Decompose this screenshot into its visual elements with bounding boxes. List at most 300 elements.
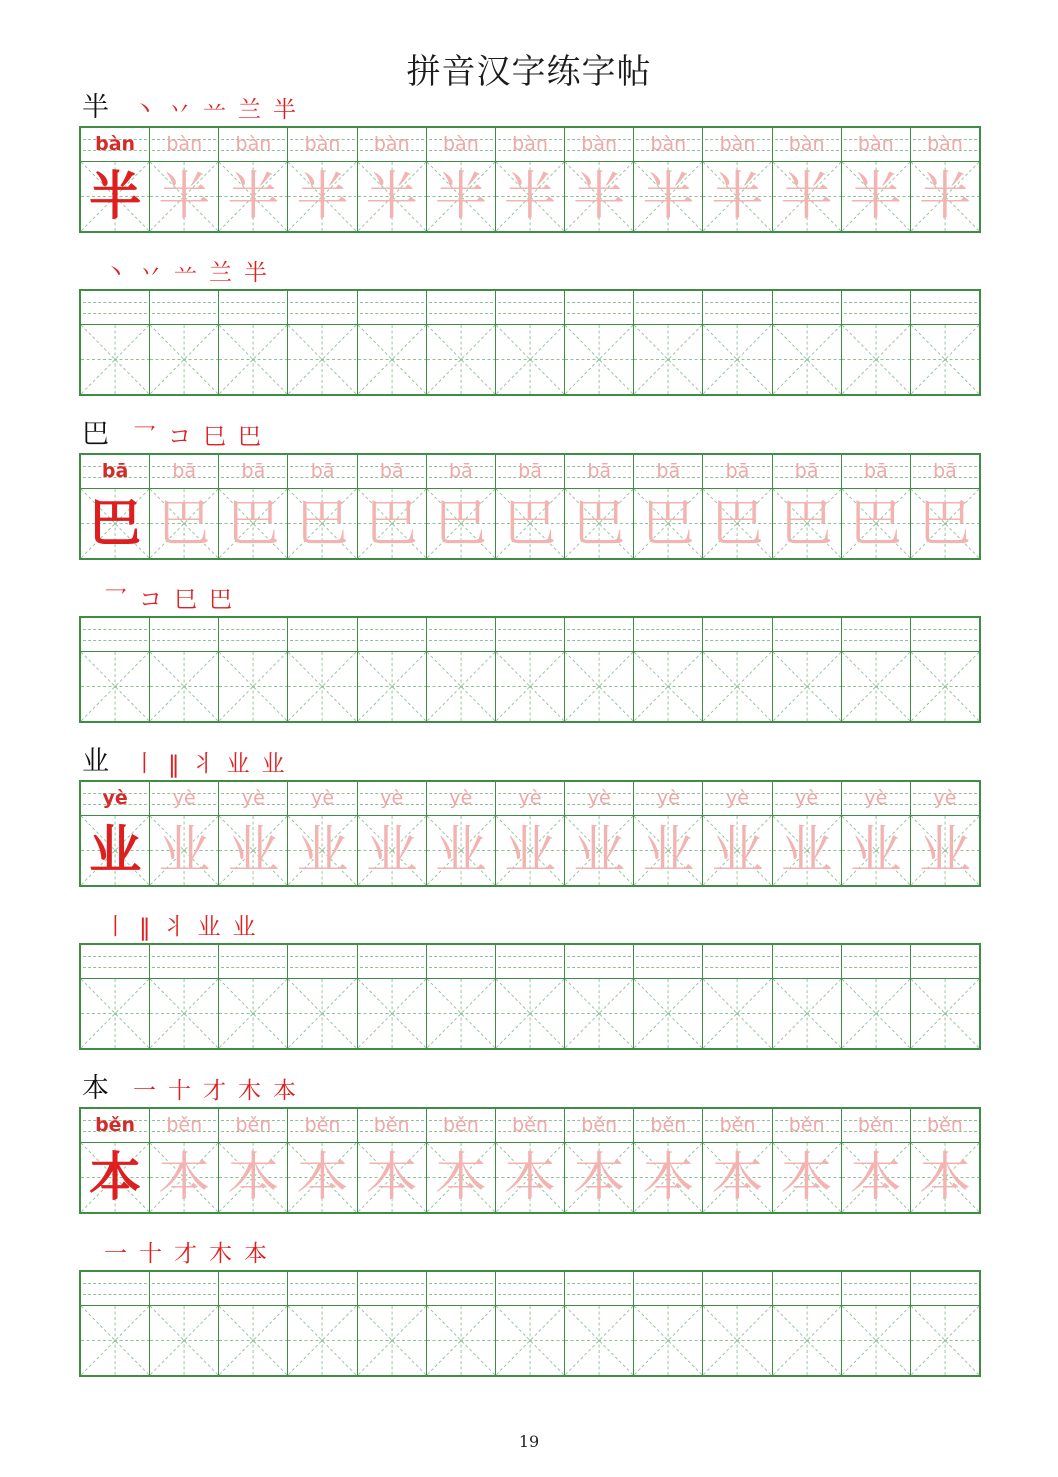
trace-cell[interactable] [426, 1109, 495, 1212]
writing-cell[interactable] [841, 1272, 910, 1375]
trace-cell[interactable] [357, 1109, 426, 1212]
pinyin-guide-line [705, 313, 769, 314]
trace-cell[interactable] [149, 128, 218, 231]
character-zone [150, 489, 218, 558]
writing-cell[interactable] [426, 1272, 495, 1375]
mizi-grid-guides [565, 325, 633, 394]
trace-cell[interactable] [910, 782, 979, 885]
mizi-grid-guides [842, 979, 910, 1048]
stroke-step [139, 581, 162, 614]
trace-cell[interactable] [149, 782, 218, 885]
stroke-step-glyph: 半 [244, 260, 267, 286]
trace-cell[interactable] [495, 455, 564, 558]
trace-cell[interactable] [702, 782, 771, 885]
trace-cell[interactable] [772, 782, 841, 885]
trace-cell[interactable] [772, 128, 841, 231]
stroke-step-glyph: 才 [203, 1078, 226, 1104]
trace-cell[interactable] [772, 455, 841, 558]
writing-cell[interactable] [81, 945, 149, 1048]
pinyin-zone [427, 128, 495, 162]
pinyin-zone [288, 128, 356, 162]
mizi-grid-guides [634, 1306, 702, 1375]
mizi-grid-guides [81, 325, 149, 394]
pinyin-zone [634, 618, 702, 652]
character-zone [81, 489, 149, 558]
trace-character: 半 [434, 166, 487, 227]
character-zone [911, 489, 979, 558]
pinyin-zone [358, 782, 426, 816]
pinyin-guide-line [152, 313, 216, 314]
pinyin-zone [427, 618, 495, 652]
trace-character: 巴 [158, 493, 211, 554]
writing-cell[interactable] [81, 291, 149, 394]
character-zone [219, 325, 287, 394]
mizi-grid-guides [358, 652, 426, 721]
writing-cell[interactable] [841, 618, 910, 721]
practice-stroke-order-line [104, 905, 268, 941]
character-zone [565, 979, 633, 1048]
pinyin-zone [358, 945, 426, 979]
trace-cell[interactable] [287, 128, 356, 231]
pinyin-guide-line [83, 967, 147, 968]
pinyin-trace: yè [380, 787, 404, 809]
trace-character: 巴 [573, 493, 626, 554]
pinyin-zone [911, 618, 979, 652]
character-zone [427, 325, 495, 394]
pinyin-trace: bā [863, 460, 888, 482]
stroke-step-glyph: 本 [273, 1078, 296, 1104]
stroke-step [139, 1235, 162, 1268]
writing-cell[interactable] [287, 945, 356, 1048]
trace-cell[interactable] [426, 782, 495, 885]
writing-cell[interactable] [149, 618, 218, 721]
pinyin-zone [288, 782, 356, 816]
pinyin-zone [842, 291, 910, 325]
mizi-grid-guides [150, 652, 218, 721]
pinyin-guide-line [83, 1283, 147, 1284]
stroke-step-glyph: 一 [133, 1078, 156, 1104]
writing-cell[interactable] [218, 945, 287, 1048]
writing-cell[interactable] [564, 945, 633, 1048]
character-zone [427, 652, 495, 721]
character-zone [219, 1306, 287, 1375]
pinyin-guide-line [844, 1283, 908, 1284]
page-title: 拼音汉字练字帖 [406, 52, 652, 92]
stroke-step [209, 581, 232, 614]
pinyin-guide-line [290, 629, 354, 630]
pinyin-zone [150, 128, 218, 162]
mizi-grid-guides [81, 979, 149, 1048]
writing-cell[interactable] [287, 1272, 356, 1375]
stroke-order-line [82, 415, 273, 451]
writing-cell[interactable] [702, 945, 771, 1048]
writing-cell[interactable] [564, 618, 633, 721]
pinyin-guide-line [567, 629, 631, 630]
character-zone [565, 162, 633, 231]
character-zone [150, 979, 218, 1048]
writing-cell[interactable] [564, 1272, 633, 1375]
trace-cell[interactable] [841, 455, 910, 558]
writing-cell[interactable] [841, 945, 910, 1048]
trace-cell[interactable] [564, 455, 633, 558]
writing-cell[interactable] [633, 618, 702, 721]
mizi-grid-guides [842, 1306, 910, 1375]
character-zone [703, 1143, 771, 1212]
stroke-order-line [82, 742, 297, 778]
pinyin-guide-line [567, 1283, 631, 1284]
model-character: 业 [89, 820, 142, 881]
writing-cell[interactable] [149, 945, 218, 1048]
pinyin-trace: běn [235, 1114, 272, 1136]
mizi-grid-guides [703, 979, 771, 1048]
trace-cell[interactable] [633, 128, 702, 231]
writing-cell[interactable] [81, 1272, 149, 1375]
stroke-step-glyph: 䒑 [203, 97, 226, 123]
trace-character: 业 [296, 820, 349, 881]
practice-stroke-order-line [104, 1232, 279, 1268]
trace-cell[interactable] [564, 1109, 633, 1212]
trace-cell[interactable] [910, 455, 979, 558]
pinyin-zone [358, 1109, 426, 1143]
pinyin-guide-line [636, 956, 700, 957]
character-zone [219, 816, 287, 885]
page-number: 19 [518, 1432, 540, 1451]
trace-cell[interactable] [357, 128, 426, 231]
stroke-step [244, 1235, 267, 1268]
trace-character: 业 [504, 820, 557, 881]
stroke-step [244, 254, 267, 287]
writing-cell[interactable] [357, 291, 426, 394]
stroke-step [238, 1072, 261, 1105]
pinyin-zone [911, 128, 979, 162]
character-zone [634, 816, 702, 885]
pinyin-guide-line [498, 1294, 562, 1295]
stroke-step-glyph: 乛 [104, 587, 127, 613]
writing-cell[interactable] [495, 291, 564, 394]
stroke-step [238, 91, 261, 124]
writing-cell[interactable] [910, 618, 979, 721]
pinyin-zone [703, 945, 771, 979]
writing-cell[interactable] [81, 618, 149, 721]
trace-cell[interactable] [633, 782, 702, 885]
stroke-step-glyph: 业 [261, 751, 285, 777]
model-grid [79, 780, 981, 887]
pinyin-zone [634, 455, 702, 489]
pinyin-guide-line [429, 1294, 493, 1295]
trace-cell[interactable] [772, 1109, 841, 1212]
character-zone [81, 816, 149, 885]
mizi-grid-guides [634, 652, 702, 721]
trace-cell[interactable] [564, 782, 633, 885]
pinyin-zone [496, 618, 564, 652]
trace-character: 巴 [365, 493, 418, 554]
pinyin-zone [634, 782, 702, 816]
pinyin-zone [81, 945, 149, 979]
pinyin-guide-line [429, 1283, 493, 1284]
stroke-step [139, 254, 162, 287]
stroke-step-glyph: ‖ [139, 915, 151, 941]
writing-cell[interactable] [218, 291, 287, 394]
writing-cell[interactable] [218, 618, 287, 721]
pinyin-guide-line [498, 313, 562, 314]
writing-cell[interactable] [426, 945, 495, 1048]
pinyin-zone [427, 1109, 495, 1143]
character-zone [427, 1143, 495, 1212]
pinyin-guide-line [775, 956, 839, 957]
writing-cell[interactable] [426, 618, 495, 721]
trace-cell[interactable] [841, 1109, 910, 1212]
stroke-step [233, 908, 256, 941]
writing-cell[interactable] [495, 945, 564, 1048]
writing-cell[interactable] [772, 945, 841, 1048]
pinyin-zone [150, 945, 218, 979]
trace-cell[interactable] [633, 1109, 702, 1212]
pinyin-trace: běn [719, 1114, 756, 1136]
trace-character: 本 [296, 1147, 349, 1208]
character-zone [565, 652, 633, 721]
pinyin-zone [427, 782, 495, 816]
writing-cell[interactable] [910, 1272, 979, 1375]
trace-cell[interactable] [357, 455, 426, 558]
writing-cell[interactable] [426, 291, 495, 394]
stroke-step-glyph: ‖ [168, 752, 180, 778]
character-zone [773, 489, 841, 558]
pinyin-model: bā [101, 460, 129, 482]
pinyin-trace: bā [379, 460, 404, 482]
trace-character: 业 [227, 820, 280, 881]
trace-cell[interactable] [495, 782, 564, 885]
writing-cell[interactable] [287, 291, 356, 394]
pinyin-zone [773, 455, 841, 489]
pinyin-zone [496, 291, 564, 325]
stroke-step-glyph: 巴 [238, 424, 261, 450]
writing-cell[interactable] [772, 618, 841, 721]
trace-cell[interactable] [910, 128, 979, 231]
stroke-step-glyph: 丶 [104, 260, 127, 286]
pinyin-trace: bàn [373, 133, 410, 155]
pinyin-trace: běn [166, 1114, 203, 1136]
pinyin-zone [288, 1109, 356, 1143]
pinyin-zone [703, 618, 771, 652]
character-zone [703, 162, 771, 231]
trace-character: 半 [296, 166, 349, 227]
character-zone [219, 1143, 287, 1212]
pinyin-guide-line [221, 1283, 285, 1284]
trace-cell[interactable] [910, 1109, 979, 1212]
pinyin-guide-line [775, 1294, 839, 1295]
pinyin-zone [496, 1272, 564, 1306]
trace-cell[interactable] [495, 128, 564, 231]
pinyin-guide-line [498, 302, 562, 303]
pinyin-zone [358, 455, 426, 489]
mizi-grid-guides [427, 979, 495, 1048]
writing-cell[interactable] [841, 291, 910, 394]
stroke-step [133, 1072, 156, 1105]
stroke-step-glyph: 十 [168, 1078, 191, 1104]
trace-character: 业 [158, 820, 211, 881]
character-zone [703, 979, 771, 1048]
stroke-step [238, 418, 261, 451]
writing-cell[interactable] [218, 1272, 287, 1375]
pinyin-guide-line [152, 629, 216, 630]
mizi-grid-guides [703, 325, 771, 394]
character-zone [219, 162, 287, 231]
pinyin-zone [358, 1272, 426, 1306]
pinyin-guide-line [152, 956, 216, 957]
trace-cell[interactable] [495, 1109, 564, 1212]
mizi-grid-guides [219, 325, 287, 394]
trace-cell[interactable] [149, 1109, 218, 1212]
character-zone [150, 652, 218, 721]
stroke-step [168, 1072, 191, 1105]
writing-cell[interactable] [357, 945, 426, 1048]
pinyin-guide-line [913, 640, 977, 641]
character-zone [150, 325, 218, 394]
writing-cell[interactable] [702, 291, 771, 394]
writing-cell[interactable] [495, 1272, 564, 1375]
trace-cell[interactable] [218, 1109, 287, 1212]
pinyin-trace: bàn [581, 133, 618, 155]
trace-character: 巴 [780, 493, 833, 554]
pinyin-guide-line [636, 302, 700, 303]
character-zone [81, 325, 149, 394]
writing-cell[interactable] [287, 618, 356, 721]
trace-character: 业 [573, 820, 626, 881]
trace-cell[interactable] [702, 1109, 771, 1212]
writing-cell[interactable] [633, 291, 702, 394]
pinyin-guide-line [913, 956, 977, 957]
character-zone [288, 979, 356, 1048]
stroke-step-glyph: 丷 [139, 260, 162, 286]
pinyin-zone [496, 782, 564, 816]
pinyin-trace: bàn [927, 133, 963, 155]
pinyin-zone [773, 291, 841, 325]
pinyin-trace: běn [512, 1114, 548, 1136]
trace-character: 本 [158, 1147, 211, 1208]
writing-cell[interactable] [910, 291, 979, 394]
pinyin-trace: yè [172, 787, 196, 809]
writing-cell[interactable] [702, 1272, 771, 1375]
pinyin-model: běn [95, 1114, 136, 1136]
stroke-step-glyph: 木 [209, 1241, 232, 1267]
pinyin-zone [496, 455, 564, 489]
trace-cell[interactable] [287, 455, 356, 558]
pinyin-guide-line [844, 640, 908, 641]
writing-cell[interactable] [910, 945, 979, 1048]
pinyin-trace: bàn [235, 133, 272, 155]
practice-grid [79, 1270, 981, 1377]
trace-character: 巴 [227, 493, 280, 554]
trace-character: 巴 [711, 493, 764, 554]
trace-cell[interactable] [702, 455, 771, 558]
pinyin-trace: bàn [650, 133, 687, 155]
pinyin-guide-line [498, 967, 562, 968]
writing-cell[interactable] [564, 291, 633, 394]
trace-cell[interactable] [287, 1109, 356, 1212]
character-zone [496, 816, 564, 885]
trace-cell[interactable] [287, 782, 356, 885]
writing-cell[interactable] [495, 618, 564, 721]
pinyin-trace: bā [241, 460, 266, 482]
stroke-step [209, 254, 232, 287]
trace-cell[interactable] [633, 455, 702, 558]
pinyin-trace: bā [449, 460, 473, 482]
character-zone [288, 1306, 356, 1375]
writing-cell[interactable] [149, 291, 218, 394]
mizi-grid-guides [288, 1306, 356, 1375]
trace-character: 业 [918, 820, 971, 881]
character-zone [288, 162, 356, 231]
trace-cell[interactable] [426, 128, 495, 231]
trace-cell[interactable] [357, 782, 426, 885]
stroke-step [168, 752, 180, 778]
trace-cell[interactable] [702, 128, 771, 231]
pinyin-zone [911, 1272, 979, 1306]
mizi-grid-guides [219, 652, 287, 721]
writing-cell[interactable] [772, 291, 841, 394]
pinyin-zone [496, 128, 564, 162]
pinyin-guide-line [705, 629, 769, 630]
trace-cell[interactable] [218, 128, 287, 231]
mizi-grid-guides [219, 979, 287, 1048]
trace-cell[interactable] [564, 128, 633, 231]
pinyin-guide-line [83, 1294, 147, 1295]
mizi-grid-guides [634, 979, 702, 1048]
model-cell [81, 1109, 149, 1212]
stroke-step [209, 1235, 232, 1268]
pinyin-guide-line [636, 967, 700, 968]
pinyin-guide-line [83, 629, 147, 630]
pinyin-zone [842, 1109, 910, 1143]
trace-character: 巴 [642, 493, 695, 554]
stroke-step-glyph: 乛 [133, 424, 156, 450]
pinyin-guide-line [221, 629, 285, 630]
writing-cell[interactable] [633, 1272, 702, 1375]
writing-cell[interactable] [149, 1272, 218, 1375]
trace-cell[interactable] [426, 455, 495, 558]
character-zone [842, 816, 910, 885]
stroke-step [133, 745, 156, 778]
writing-cell[interactable] [357, 1272, 426, 1375]
character-zone [703, 816, 771, 885]
stroke-step [104, 908, 127, 941]
pinyin-guide-line [844, 956, 908, 957]
character-zone [565, 1306, 633, 1375]
trace-character: 半 [365, 166, 418, 227]
mizi-grid-guides [911, 1306, 979, 1375]
mizi-grid-guides [703, 1306, 771, 1375]
pinyin-guide-line [221, 1294, 285, 1295]
stroke-step-glyph: 本 [244, 1241, 267, 1267]
writing-cell[interactable] [633, 945, 702, 1048]
character-zone [288, 652, 356, 721]
stroke-step-glyph: 䒑 [174, 260, 197, 286]
writing-cell[interactable] [357, 618, 426, 721]
trace-cell[interactable] [149, 455, 218, 558]
pinyin-zone [703, 782, 771, 816]
trace-cell[interactable] [841, 128, 910, 231]
pinyin-zone [634, 128, 702, 162]
writing-cell[interactable] [702, 618, 771, 721]
mizi-grid-guides [358, 979, 426, 1048]
writing-cell[interactable] [772, 1272, 841, 1375]
trace-cell[interactable] [218, 455, 287, 558]
trace-cell[interactable] [218, 782, 287, 885]
stroke-step-glyph: 巳 [203, 424, 226, 450]
pinyin-guide-line [775, 629, 839, 630]
trace-cell[interactable] [841, 782, 910, 885]
pinyin-zone [288, 455, 356, 489]
